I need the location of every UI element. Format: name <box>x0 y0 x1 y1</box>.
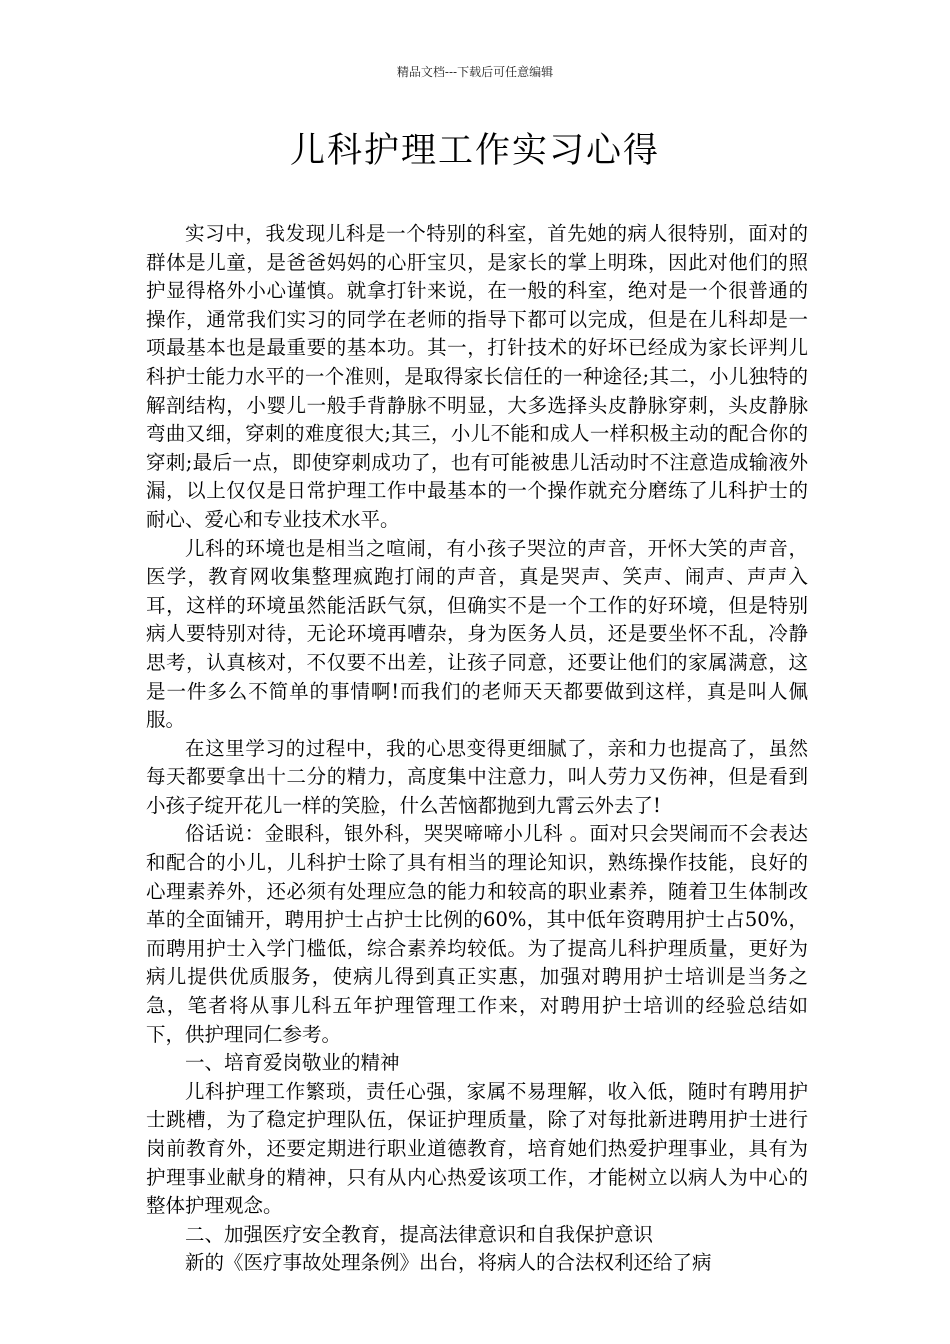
paragraph-3: 在这里学习的过程中，我的心思变得更细腻了，亲和力也提高了，虽然每天都要拿出十二分的精力，高度集中注意力，叫人劳力又伤神，但是看到小孩子绽开花儿一样的笑脸，什么苦恼都抛到九霄云外去了! <box>146 736 808 817</box>
paragraph-2: 儿科的环境也是相当之喧闹，有小孩子哭泣的声音，开怀大笑的声音，医学，教育网收集整理疯跑打闹的声音，真是哭声、笑声、闹声、声声入耳，这样的环境虽然能活跃气氛，但确实不是一个工作的好环境，但是特别病人要特别对待，无论环境再嘈杂，身为医务人员，还是要坐怀不乱，冷静思考，认真核对，不仅要不出差，让孩子同意，还要让他们的家属满意，这是一件多么不简单的事情啊!而我们的老师天天都要做到这样，真是叫人佩服。 <box>146 536 808 732</box>
document-title: 儿科护理工作实习心得 <box>289 131 660 171</box>
paragraph-6: 新的《医疗事故处理条例》出台，将病人的合法权利还给了病 <box>185 1251 712 1275</box>
page-header: 精品文档---下载后可任意编辑 <box>396 65 554 79</box>
document-body <box>146 220 808 1278</box>
section-heading-1: 一、培育爱岗敬业的精神 <box>185 1051 400 1075</box>
paragraph-1: 实习中，我发现儿科是一个特别的科室，首先她的病人很特别，面对的群体是儿童，是爸爸妈妈的心肝宝贝，是家长的掌上明珠，因此对他们的照护显得格外小心谨慎。就拿打针来说，在一般的科室，绝对是一个很普通的操作，通常我们实习的同学在老师的指导下都可以完成，但是在儿科却是一项最基本也是最重要的基本功。其一，打针技术的好坏已经成为家长评判儿科护士能力水平的一个准则，是取得家长信任的一种途径;其二，小儿独特的解剖结构，小婴儿一般手背静脉不明显，大多选择头皮静脉穿刺，头皮静脉弯曲又细，穿刺的难度很大;其三，小儿不能和成人一样积极主动的配合你的穿刺;最后一点，即使穿刺成功了，也有可能被患儿活动时不注意造成输液外漏，以上仅仅是日常护理工作中最基本的一个操作就充分磨练了儿科护士的耐心、爱心和专业技术水平。 <box>146 222 808 531</box>
paragraph-5: 儿科护理工作繁琐，责任心强，家属不易理解，收入低，随时有聘用护士跳槽，为了稳定护理队伍，保证护理质量，除了对每批新进聘用护士进行岗前教育外，还要定期进行职业道德教育，培育她们热爱护理事业，具有为护理事业献身的精神，只有从内心热爱该项工作，才能树立以病人为中心的整体护理观念。 <box>146 1079 808 1218</box>
section-heading-2: 二、加强医疗安全教育，提高法律意识和自我保护意识 <box>185 1222 654 1246</box>
paragraph-4: 俗话说：金眼科，银外科，哭哭啼啼小儿科 。面对只会哭闹而不会表达和配合的小儿，儿科护士除了具有相当的理论知识，熟练操作技能，良好的心理素养外，还必须有处理应急的能力和较高的职业素养，随着卫生体制改革的全面铺开，聘用护士占护士比例的60%，其中低年资聘用护士占50%，而聘用护士入学门槛低，综合素养均较低。为了提高儿科护理质量，更好为病儿提供优质服务，使病儿得到真正实惠，加强对聘用护士培训是当务之急，笔者将从事儿科五年护理管理工作来，对聘用护士培训的经验总结如下，供护理同仁参考。 <box>146 822 808 1046</box>
